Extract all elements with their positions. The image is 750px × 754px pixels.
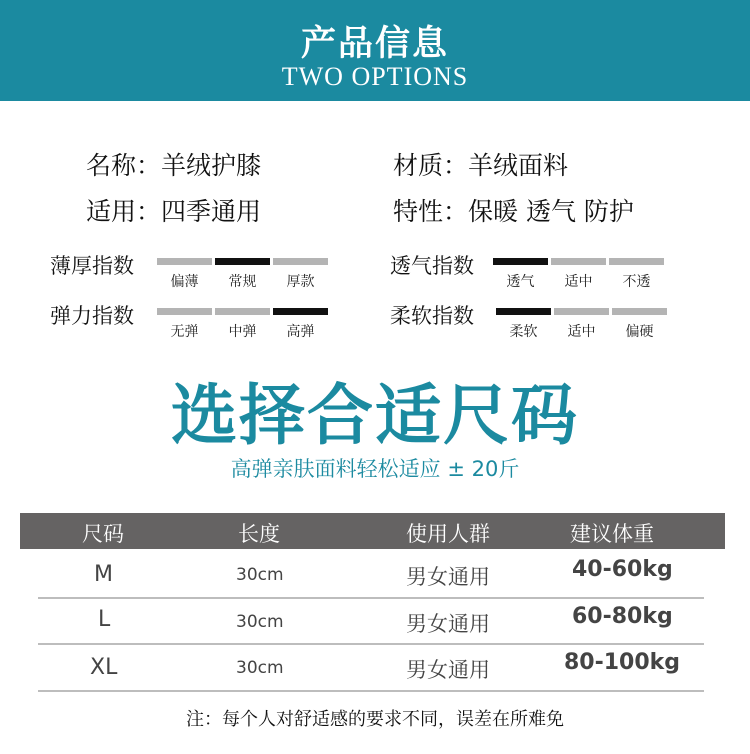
- meter-segment: [157, 308, 212, 341]
- cell-size: XL: [90, 655, 118, 680]
- column-header-length: 长度: [238, 522, 280, 546]
- meter-segment: [273, 258, 328, 291]
- table-row: [38, 553, 704, 600]
- meter-label-elasticity: 弹力指数: [50, 304, 134, 328]
- cell-length: 30cm: [236, 565, 284, 585]
- cell-users: 男女通用: [406, 658, 490, 682]
- meter-option: 适中: [564, 274, 593, 290]
- meter-softness: [496, 308, 669, 348]
- meter-segment: [554, 308, 609, 341]
- cell-size: L: [98, 607, 111, 632]
- cell-weight: 40-60kg: [572, 557, 673, 582]
- meter-option: 无弹: [170, 324, 199, 340]
- cell-weight: 60-80kg: [572, 604, 673, 629]
- cell-length: 30cm: [236, 658, 284, 678]
- row-divider: [38, 690, 704, 692]
- meter-option: 适中: [567, 324, 596, 340]
- meter-elasticity: [157, 308, 330, 348]
- meter-segment: [612, 308, 667, 341]
- info-feature: 特性：保暖 透气 防护: [393, 197, 634, 226]
- size-table-header: [20, 513, 725, 549]
- meter-segment: [215, 308, 270, 341]
- size-section-title: 选择合适尺码: [171, 377, 579, 454]
- meter-option: 透气: [506, 274, 535, 290]
- meter-label-breathability: 透气指数: [390, 254, 474, 278]
- table-row: [38, 600, 704, 647]
- meter-segment: [551, 258, 606, 291]
- info-name: 名称：羊绒护膝: [86, 151, 262, 180]
- meter-breathability: [493, 258, 666, 298]
- column-header-users: 使用人群: [406, 522, 490, 546]
- meter-option: 厚款: [286, 274, 315, 290]
- meter-segment: [496, 308, 551, 341]
- column-header-weight: 建议体重: [570, 522, 654, 546]
- meter-option: 不透: [622, 274, 651, 290]
- cell-length: 30cm: [236, 612, 284, 632]
- info-material: 材质：羊绒面料: [393, 151, 569, 180]
- meter-option: 高弹: [286, 324, 315, 340]
- cell-size: M: [94, 562, 113, 587]
- row-divider: [38, 643, 704, 645]
- meter-segment: [609, 258, 664, 291]
- meter-label-thickness: 薄厚指数: [50, 254, 134, 278]
- meter-segment: [157, 258, 212, 291]
- cell-users: 男女通用: [406, 612, 490, 636]
- meter-option: 中弹: [228, 324, 257, 340]
- cell-users: 男女通用: [406, 565, 490, 589]
- meter-option: 柔软: [509, 324, 538, 340]
- meter-segment: [493, 258, 548, 291]
- header-title: 产品信息: [300, 24, 449, 64]
- info-usage: 适用：四季通用: [86, 197, 262, 226]
- meter-option: 偏薄: [170, 274, 199, 290]
- header-subtitle: TWO OPTIONS: [281, 62, 469, 91]
- meter-segment: [215, 258, 270, 291]
- table-row: [38, 646, 704, 693]
- meter-segment: [273, 308, 328, 341]
- meter-option: 偏硬: [625, 324, 654, 340]
- size-section-subtitle: 高弹亲肤面料轻松适应 ± 20斤: [230, 457, 520, 481]
- column-header-size: 尺码: [82, 522, 124, 546]
- row-divider: [38, 597, 704, 599]
- footnote: 注：每个人对舒适感的要求不同，误差在所难免: [186, 709, 564, 730]
- cell-weight: 80-100kg: [564, 650, 681, 675]
- meter-thickness: [157, 258, 330, 298]
- meter-label-softness: 柔软指数: [390, 304, 474, 328]
- meter-option: 常规: [228, 274, 257, 290]
- header-banner: [0, 0, 750, 101]
